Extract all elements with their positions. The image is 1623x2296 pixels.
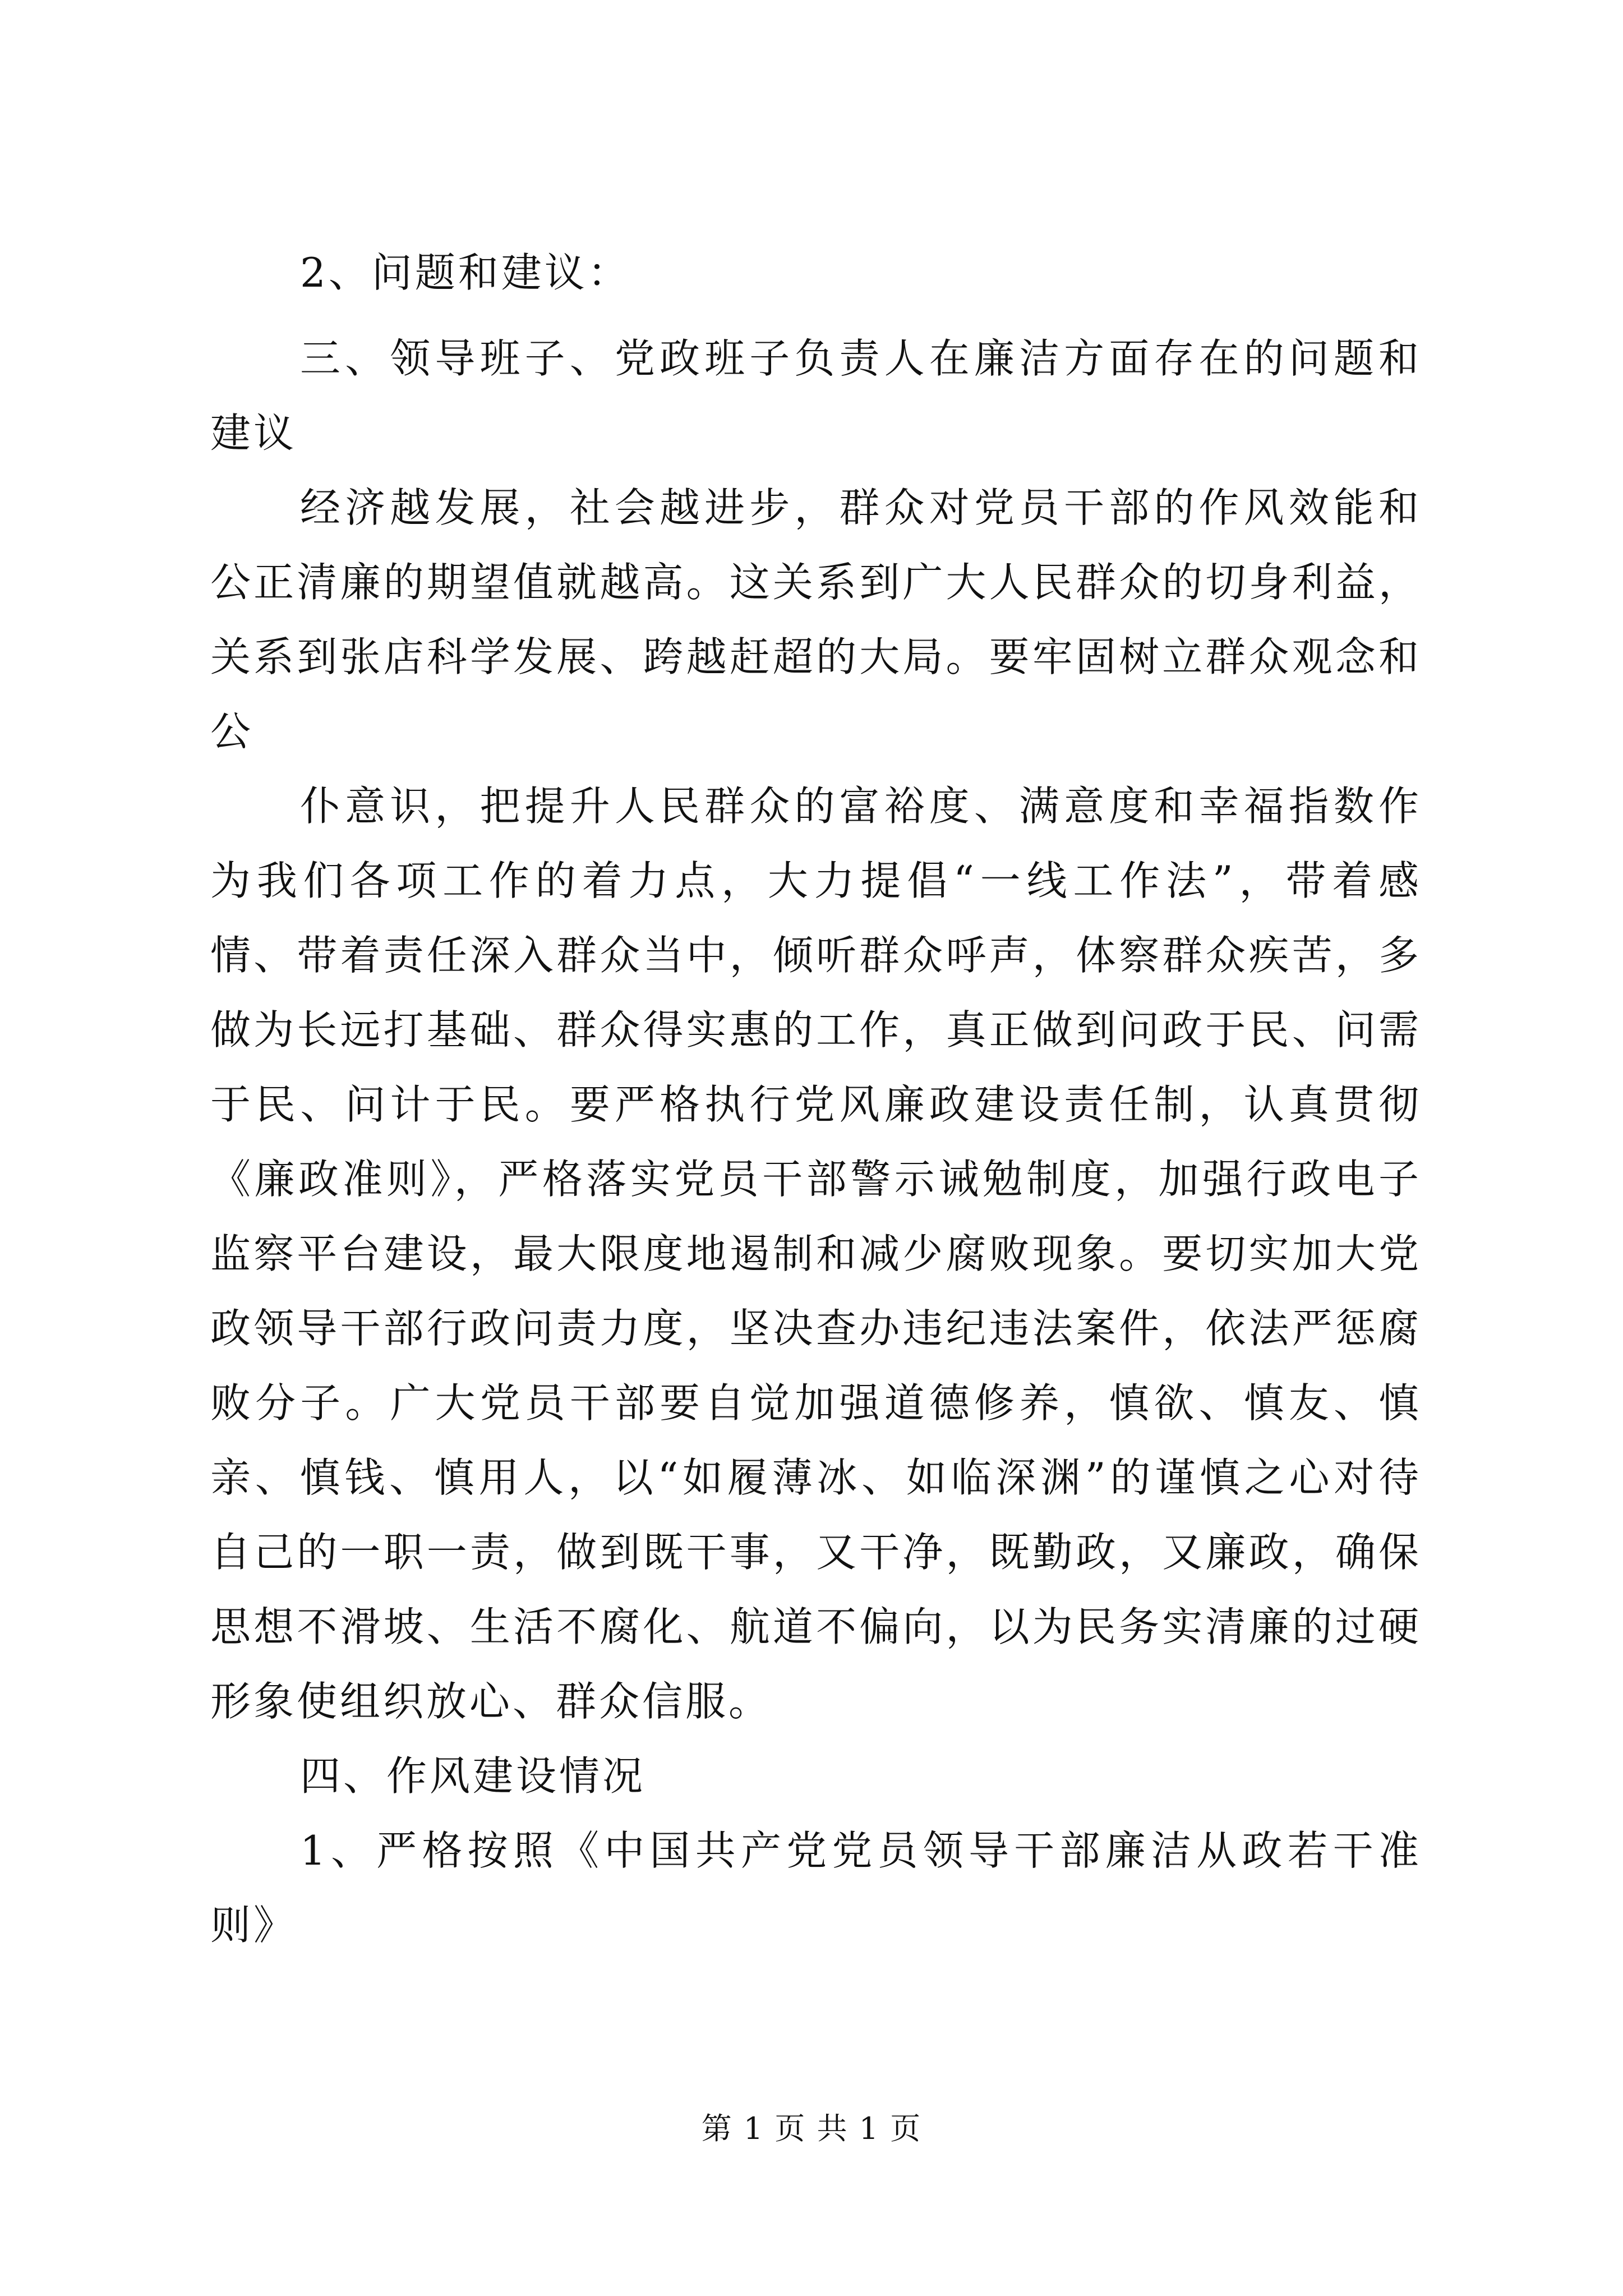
section-heading-four: 四、作风建设情况 xyxy=(300,1752,646,1800)
section-heading-three: 三、领导班子、党政班子负责人在廉洁方面存在的问题和建议 xyxy=(210,335,1422,457)
document-body xyxy=(210,236,1422,1963)
paragraph-public-servant: 仆意识，把提升人民群众的富裕度、满意度和幸福指数作为我们各项工作的着力点，大力提倡“一线工作法”，带着感情、带着责任深入群众当中，倾听群众呼声，体察群众疾苦，多做为长远打基础、群众得实惠的工作，真正做到问政于民、问需于民、问计于民。要严格执行党风廉政建设责任制，认真贯彻《廉政准则》，严格落实党员干部警示诫勉制度，加强行政电子监察平台建设，最大限度地遏制和减少腐败现象。要切实加大党政领导干部行政问责力度，坚决查办违纪违法案件，依法严惩腐败分子。广大党员干部要自觉加强道德修养，慎欲、慎友、慎亲、慎钱、慎用人，以“如履薄冰、如临深渊”的谨慎之心对待自己的一职一责，做到既干事，又干净，既勤政，又廉政，确保思想不滑坡、生活不腐化、航道不偏向，以为民务实清廉的过硬形象使组织放心、群众信服。 xyxy=(210,783,1422,1725)
paragraph-economy: 经济越发展，社会越进步，群众对党员干部的作风效能和公正清廉的期望值就越高。这关系到广大人民群众的切身利益，关系到张店科学发展、跨越赶超的大局。要牢固树立群众观念和公 xyxy=(210,484,1422,755)
paragraph-problems-suggestions: 2、问题和建议： xyxy=(300,249,631,296)
paragraph-item-one: 1、严格按照《中国共产党党员领导干部廉洁从政若干准则》 xyxy=(210,1827,1422,1949)
page-footer: 第 1 页 共 1 页 xyxy=(701,2111,922,2146)
